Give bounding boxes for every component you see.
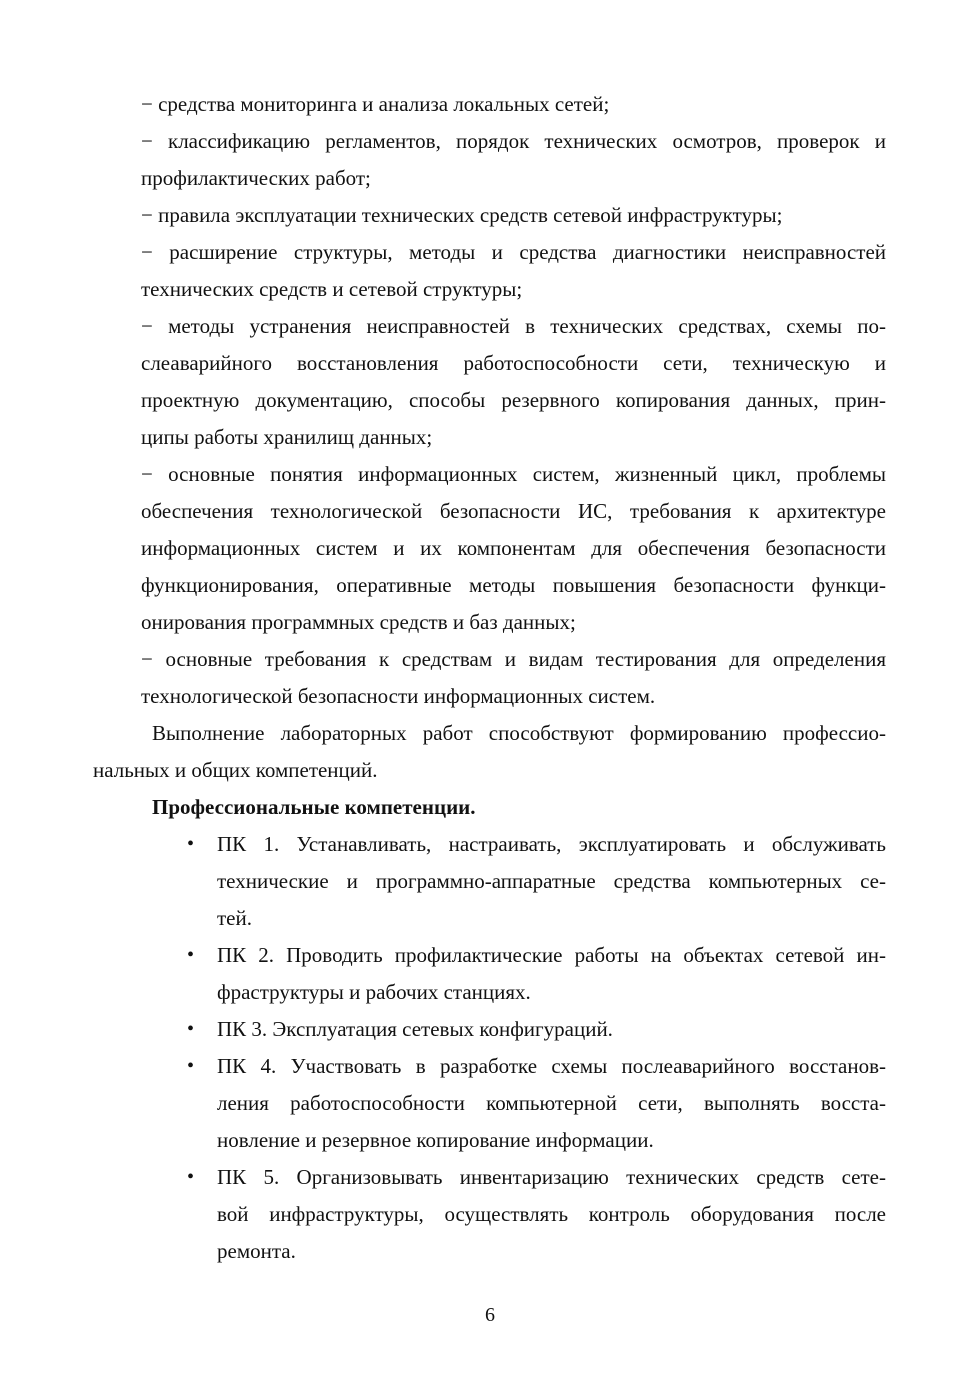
competency-line: ления работоспособности компьютерной сети, выполнять восста- <box>217 1091 886 1115</box>
competency-line: тей. <box>217 906 252 930</box>
competency-first-line <box>187 1159 886 1196</box>
list-line: информационных систем и их компонентам для обеспечения безопасности <box>141 536 886 560</box>
list-line: слеаварийного восстановления работоспособности сети, техническую и <box>141 351 886 375</box>
competency-item <box>93 826 886 937</box>
page-body <box>93 86 886 1270</box>
list-line: функционирования, оперативные методы повышения безопасности функци- <box>141 573 886 597</box>
paragraph-line: Выполнение лабораторных работ способствуют формированию профессио- <box>152 721 886 745</box>
competency-first-line <box>187 1011 886 1048</box>
competency-line: ПК 2. Проводить профилактические работы на объектах сетевой ин- <box>217 943 886 967</box>
list-line: проектную документацию, способы резервного копирования данных, прин- <box>141 388 886 412</box>
list-line: − правила эксплуатации технических средств сетевой инфраструктуры; <box>141 203 783 227</box>
competency-item <box>93 1159 886 1270</box>
knowledge-list <box>93 86 886 715</box>
list-line: − средства мониторинга и анализа локальных сетей; <box>141 92 610 116</box>
list-line: онирования программных средств и баз данных; <box>141 610 576 634</box>
list-line: обеспечения технологической безопасности ИС, требования к архитектуре <box>141 499 886 523</box>
competency-line: ПК 4. Участвовать в разработке схемы послеаварийного восстанов- <box>217 1054 886 1078</box>
competency-line: ПК 3. Эксплуатация сетевых конфигураций. <box>217 1017 613 1041</box>
competency-line: технические и программно-аппаратные средства компьютерных се- <box>217 869 886 893</box>
list-line: технических средств и сетевой структуры; <box>141 277 523 301</box>
bullet-icon: • <box>187 1166 195 1188</box>
list-line: − основные понятия информационных систем, жизненный цикл, проблемы <box>141 462 886 486</box>
list-line: − основные требования к средствам и видам тестирования для определения <box>141 647 886 671</box>
competency-line: новление и резервное копирование информации. <box>217 1128 654 1152</box>
competency-line: фраструктуры и рабочих станциях. <box>217 980 531 1004</box>
competency-first-line <box>187 826 886 863</box>
competency-line: вой инфраструктуры, осуществлять контроль оборудования после <box>217 1202 886 1226</box>
intro-paragraph <box>93 715 886 789</box>
competency-first-line <box>187 1048 886 1085</box>
bullet-icon: • <box>187 833 195 855</box>
list-line: технологической безопасности информационных систем. <box>141 684 656 708</box>
list-line: ципы работы хранилищ данных; <box>141 425 433 449</box>
competency-first-line <box>187 937 886 974</box>
competency-item <box>93 1011 886 1048</box>
bullet-icon: • <box>187 1018 195 1040</box>
list-line: − классификацию регламентов, порядок технических осмотров, проверок и <box>141 129 886 153</box>
competency-item <box>93 1048 886 1159</box>
bullet-icon: • <box>187 944 195 966</box>
competency-list <box>93 826 886 1270</box>
paragraph-line: нальных и общих компетенций. <box>93 758 378 782</box>
page-number: 6 <box>485 1304 495 1326</box>
section-heading: Профессиональные компетенции. <box>152 795 476 819</box>
list-line: − методы устранения неисправностей в технических средствах, схемы по- <box>141 314 886 338</box>
competency-line: ПК 1. Устанавливать, настраивать, эксплуатировать и обслуживать <box>217 832 886 856</box>
competency-line: ремонта. <box>217 1239 296 1263</box>
list-line: − расширение структуры, методы и средства диагностики неисправностей <box>141 240 886 264</box>
bullet-icon: • <box>187 1055 195 1077</box>
competency-item <box>93 937 886 1011</box>
list-line: профилактических работ; <box>141 166 371 190</box>
competency-line: ПК 5. Организовывать инвентаризацию технических средств сете- <box>217 1165 886 1189</box>
